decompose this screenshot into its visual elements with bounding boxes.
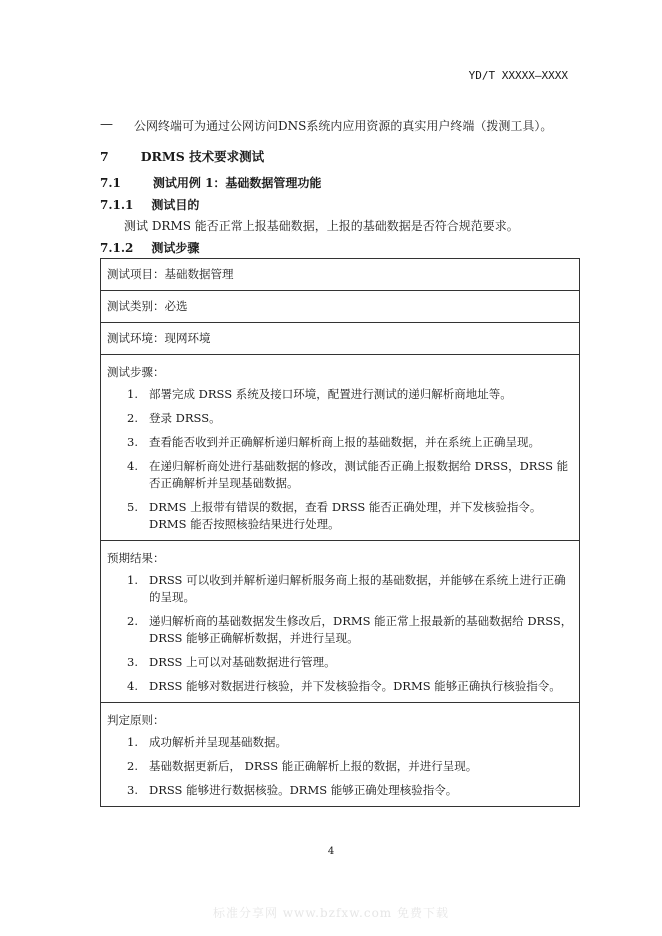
list-item	[107, 386, 573, 403]
section-title: DRMS 技术要求测试	[140, 149, 265, 164]
standard-number: YD/T XXXXX—XXXX	[468, 69, 568, 82]
item-text: DRSS 上可以对基础数据进行管理。	[149, 655, 336, 669]
item-number: 2.	[127, 411, 138, 425]
table-cell	[101, 323, 580, 355]
item-text: DRSS 能够进行数据核验。DRMS 能够正确处理核验指令。	[149, 783, 458, 797]
test-case-table	[100, 258, 580, 807]
section-7-1-1-heading	[100, 196, 199, 213]
item-number: 5.	[127, 500, 138, 514]
item-text: 在递归解析商处进行基础数据的修改，测试能否正确上报数据给 DRSS，DRSS 能否正确解析并呈现基础数据。	[149, 459, 569, 490]
list-item	[107, 678, 573, 695]
section-number: 7.1.1	[100, 198, 134, 212]
table-cell	[101, 291, 580, 323]
item-text: DRSS 可以收到并解析递归解析服务商上报的基础数据，并能够在系统上进行正确的呈现。	[149, 573, 566, 604]
item-number: 1.	[127, 735, 138, 749]
item-number: 3.	[127, 783, 138, 797]
table-row	[101, 291, 580, 323]
list-item	[107, 434, 573, 451]
section-7-1-heading	[100, 174, 321, 191]
page-number: 4	[327, 846, 335, 857]
criteria-list	[107, 734, 573, 799]
item-text: 基础数据更新后， DRSS 能正确解析上报的数据，并进行呈现。	[149, 759, 478, 773]
item-text: 部署完成 DRSS 系统及接口环境，配置进行测试的递归解析商地址等。	[149, 387, 512, 401]
section-7-heading	[100, 147, 264, 165]
section-title: 测试用例 1：基础数据管理功能	[152, 176, 322, 190]
section-title: 测试目的	[151, 198, 200, 212]
table-row	[101, 323, 580, 355]
expected-label: 预期结果：	[107, 551, 165, 565]
table-cell	[101, 355, 580, 541]
bullet-marker: —	[100, 117, 113, 132]
table-cell	[101, 541, 580, 703]
section-7-1-2-heading	[100, 239, 199, 256]
table-cell	[101, 703, 580, 807]
table-cell	[101, 259, 580, 291]
list-item	[107, 758, 573, 775]
item-number: 1.	[127, 387, 138, 401]
steps-label: 测试步骤：	[107, 365, 165, 379]
item-text: 登录 DRSS。	[149, 411, 221, 425]
table-row	[101, 259, 580, 291]
list-item	[107, 499, 573, 533]
list-item	[107, 654, 573, 671]
list-item	[107, 734, 573, 751]
item-text: 成功解析并呈现基础数据。	[149, 735, 287, 749]
bullet-text: 公网终端可为通过公网访问DNS系统内应用资源的真实用户终端（拨测工具）。	[134, 119, 553, 133]
test-environment: 测试环境：现网环境	[107, 331, 211, 345]
item-number: 3.	[127, 435, 138, 449]
item-number: 4.	[127, 679, 138, 693]
section-number: 7	[100, 149, 109, 164]
table-row	[101, 703, 580, 807]
list-item	[107, 782, 573, 799]
section-title: 测试步骤	[151, 241, 200, 255]
steps-list	[107, 386, 573, 533]
test-category: 测试类别：必选	[107, 299, 188, 313]
item-number: 2.	[127, 759, 138, 773]
item-text: 递归解析商的基础数据发生修改后，DRMS 能正常上报最新的基础数据给 DRSS，DRSS 能够正确解析数据，并进行呈现。	[149, 614, 573, 645]
item-text: DRSS 能够对数据进行核验，并下发核验指令。DRMS 能够正确执行核验指令。	[149, 679, 561, 693]
table-row	[101, 355, 580, 541]
section-number: 7.1	[100, 176, 121, 190]
item-text: 查看能否收到并正确解析递归解析商上报的基础数据，并在系统上正确呈现。	[149, 435, 540, 449]
item-number: 2.	[127, 614, 138, 628]
criteria-label: 判定原则：	[107, 713, 165, 727]
item-number: 3.	[127, 655, 138, 669]
list-item	[107, 410, 573, 427]
watermark: 标准分享网 www.bzfxw.com 免费下载	[212, 906, 450, 920]
list-item	[107, 458, 573, 492]
section-number: 7.1.2	[100, 241, 134, 255]
test-item: 测试项目：基础数据管理	[107, 267, 234, 281]
list-item	[107, 613, 573, 647]
item-number: 4.	[127, 459, 138, 473]
list-item	[107, 572, 573, 606]
expected-list	[107, 572, 573, 695]
item-number: 1.	[127, 573, 138, 587]
purpose-paragraph: 测试 DRMS 能否正常上报基础数据，上报的基础数据是否符合规范要求。	[124, 219, 519, 233]
table-row	[101, 541, 580, 703]
item-text: DRMS 上报带有错误的数据，查看 DRSS 能否正确处理，并下发核验指令。DRMS 能否按照核验结果进行处理。	[149, 500, 542, 531]
